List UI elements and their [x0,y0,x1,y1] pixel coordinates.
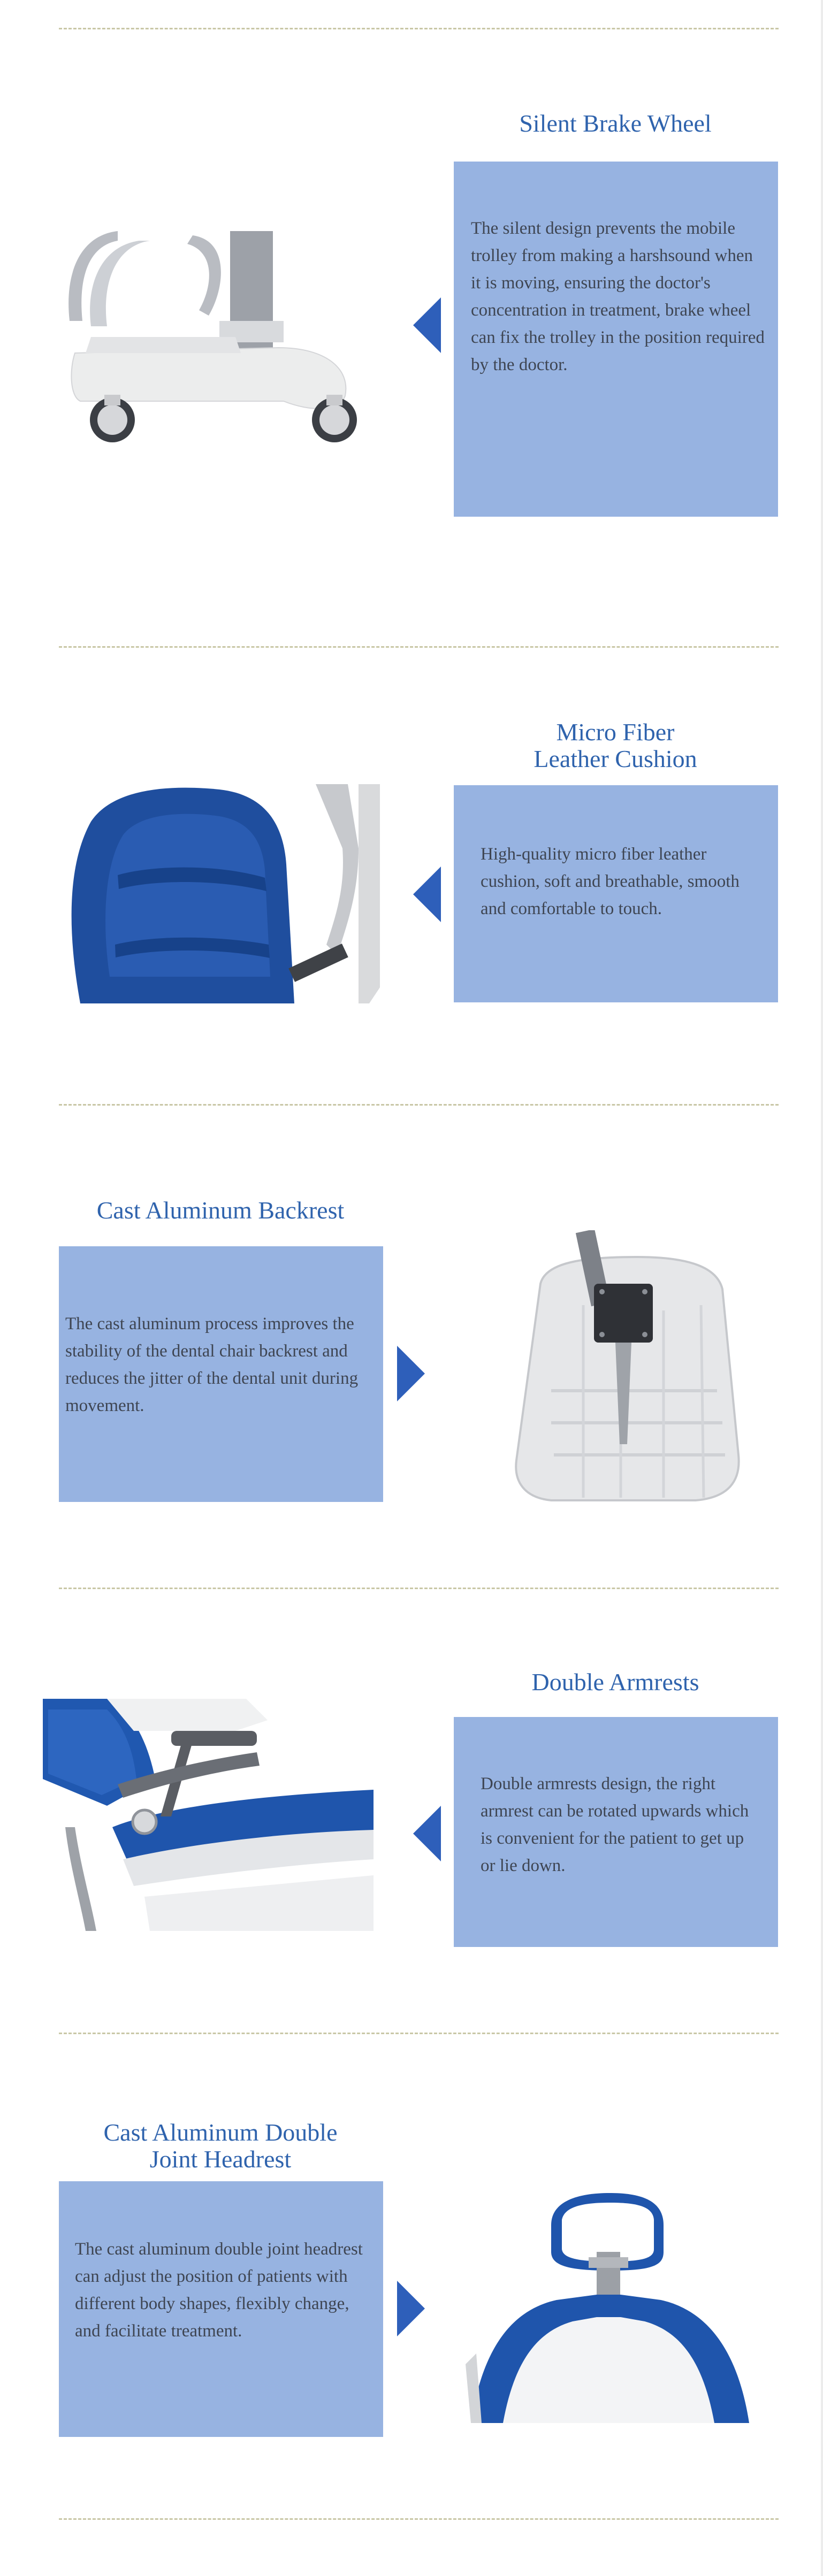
description-text: Double armrests design, the right armrest can be rotated upwards which is convenient for the patient to get up or lie down. [481,1774,749,1875]
description-text: The cast aluminum double joint headrest can adjust the position of patients with different body shapes, flexibly change, and facilitate treatment. [75,2240,363,2341]
section-title: Cast Aluminum Backrest [96,1197,345,1224]
arrow-left-icon [413,867,441,922]
description-box [59,1246,383,1502]
description-text: The cast aluminum process improves the stability of the dental chair backrest and reduces the jitter of the dental unit during movement. [65,1314,359,1415]
trolley-wheel-icon [59,225,364,449]
arrow-right-icon [397,2281,425,2336]
description-box [454,162,778,517]
section-title: Double Armrests [531,1668,699,1696]
section-title: Cast Aluminum Double Joint Headrest [103,2119,338,2173]
description-box [454,785,778,1002]
arrow-right-icon [397,1346,425,1401]
divider [59,28,779,29]
leather-cushion-icon [59,784,386,1003]
backrest-icon [460,1230,818,1519]
divider [59,1588,779,1589]
divider [59,2033,779,2034]
description-box [454,1717,778,1947]
armrest-icon [43,1699,374,1931]
arrow-left-icon [413,1806,441,1861]
description-text: The silent design prevents the mobile trolley from making a harshsound when it is moving, ensuring the doctor's concentration in treatment, brake wheel can fix the trolley in the position required by the doctor. [471,219,765,374]
arrow-left-icon [413,297,441,353]
page-edge [821,0,823,2576]
section-title: Silent Brake Wheel [519,110,712,137]
divider [59,1104,779,1106]
description-box [59,2181,383,2437]
description-text: High-quality micro fiber leather cushion, soft and breathable, smooth and comfortable to touch. [481,845,740,918]
headrest-icon [460,2193,760,2423]
section-title: Micro Fiber Leather Cushion [534,718,697,772]
divider [59,646,779,648]
divider [59,2518,779,2520]
